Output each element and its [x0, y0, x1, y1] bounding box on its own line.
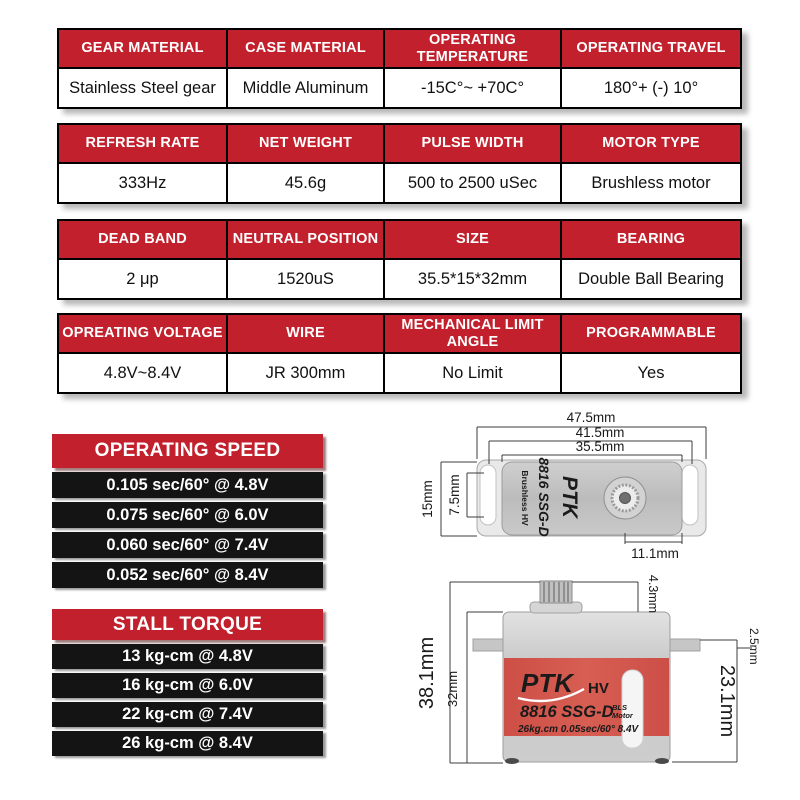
mount-tab-left: [473, 639, 504, 651]
spec-header: MECHANICAL LIMIT ANGLE: [385, 315, 562, 352]
spec-header: GEAR MATERIAL: [59, 30, 228, 67]
speed-row: 0.105 sec/60° @ 4.8V: [52, 472, 323, 498]
servo-side-view-drawing: [400, 561, 772, 793]
spec-value: 2 μp: [59, 258, 228, 298]
mount-slot-right: [682, 465, 698, 525]
motor-type-line2: Motor: [612, 711, 633, 720]
spec-table-materials: [57, 28, 742, 109]
top-view-motor-marking: Brushless HV: [520, 470, 530, 526]
dim-overall-height: 38.1mm: [416, 636, 438, 710]
spec-header: OPERATING TEMPERATURE: [385, 30, 562, 67]
voltage-class-marking: HV: [588, 680, 609, 697]
spec-value: 4.8V~8.4V: [59, 352, 228, 392]
spec-value: Yes: [562, 352, 740, 392]
spec-value: 35.5*15*32mm: [385, 258, 562, 298]
spline-center: [620, 493, 631, 504]
spec-header: OPERATING TRAVEL: [562, 30, 740, 67]
dim-tab-thickness: 2.5mm: [747, 628, 761, 665]
speed-row: 0.052 sec/60° @ 8.4V: [52, 562, 323, 588]
spec-header: CASE MATERIAL: [228, 30, 385, 67]
spec-header: OPREATING VOLTAGE: [59, 315, 228, 352]
dim-mount-span-width: 41.5mm: [575, 425, 625, 440]
spec-header: BEARING: [562, 221, 740, 258]
spec-value: 333Hz: [59, 162, 228, 202]
side-view-model-marking: 8816 SSG-D: [520, 703, 614, 721]
mount-slot-left: [480, 465, 496, 525]
dim-shaft-height: 4.3mm: [646, 574, 660, 614]
dim-shaft-offset: 11.1mm: [631, 546, 679, 561]
spec-value: Brushless motor: [562, 162, 740, 202]
spec-header: WIRE: [228, 315, 385, 352]
top-view-model-marking: 8816 SSG-D: [536, 457, 552, 537]
spec-value: No Limit: [385, 352, 562, 392]
shaft-collar: [530, 602, 582, 613]
dim-case-width: 35.5mm: [575, 439, 625, 454]
spec-value: 500 to 2500 uSec: [385, 162, 562, 202]
spec-value: 180°+ (-) 10°: [562, 67, 740, 107]
spec-value: 1520uS: [228, 258, 385, 298]
speed-row: 0.075 sec/60° @ 6.0V: [52, 502, 323, 528]
dim-overall-width: 47.5mm: [566, 410, 616, 425]
spec-value: Double Ball Bearing: [562, 258, 740, 298]
top-view-brand-logo: PTK: [558, 476, 581, 518]
spec-header: SIZE: [385, 221, 562, 258]
stall-torque-table: [52, 609, 323, 756]
spec-header: REFRESH RATE: [59, 125, 228, 162]
servo-top-view-drawing: [408, 402, 760, 564]
spec-header-row: [59, 30, 740, 67]
foot-left: [505, 758, 519, 764]
foot-right: [655, 758, 669, 764]
spec-value-row: [59, 352, 740, 392]
spec-table-electrical: [57, 123, 742, 204]
torque-row: 22 kg-cm @ 7.4V: [52, 702, 323, 727]
spec-header-row: [59, 125, 740, 162]
speed-row: 0.060 sec/60° @ 7.4V: [52, 532, 323, 558]
dim-case-height: 32mm: [445, 670, 460, 708]
performance-marking: 26kg.cm 0.05sec/60° 8.4V: [518, 724, 639, 735]
spec-header: PROGRAMMABLE: [562, 315, 740, 352]
dim-overall-depth: 15mm: [420, 480, 435, 518]
spec-value: 45.6g: [228, 162, 385, 202]
dim-mount-span-depth: 7.5mm: [447, 474, 462, 516]
spec-header: DEAD BAND: [59, 221, 228, 258]
spec-header: NEUTRAL POSITION: [228, 221, 385, 258]
spec-header: NET WEIGHT: [228, 125, 385, 162]
spec-value-row: [59, 67, 740, 107]
spec-value-row: [59, 258, 740, 298]
spec-header: MOTOR TYPE: [562, 125, 740, 162]
spec-header: PULSE WIDTH: [385, 125, 562, 162]
spec-table-mechanical: [57, 219, 742, 300]
spec-value-row: [59, 162, 740, 202]
side-view-brand-logo: PTK: [521, 668, 573, 698]
spec-value: Stainless Steel gear: [59, 67, 228, 107]
spec-header-row: [59, 315, 740, 352]
operating-speed-title: OPERATING SPEED: [52, 434, 323, 468]
motor-type-line1: BLS: [612, 703, 627, 712]
spline-shaft: [540, 581, 572, 603]
torque-row: 13 kg-cm @ 4.8V: [52, 644, 323, 669]
spec-table-voltage: [57, 313, 742, 394]
stall-torque-title: STALL TORQUE: [52, 609, 323, 640]
spec-value: Middle Aluminum: [228, 67, 385, 107]
spec-value: JR 300mm: [228, 352, 385, 392]
operating-speed-table: [52, 434, 323, 588]
mount-tab-right: [669, 639, 700, 651]
torque-row: 16 kg-cm @ 6.0V: [52, 673, 323, 698]
dim-lower-height: 23.1mm: [716, 664, 738, 738]
spec-value: -15C°~ +70C°: [385, 67, 562, 107]
torque-row: 26 kg-cm @ 8.4V: [52, 731, 323, 756]
spec-header-row: [59, 221, 740, 258]
